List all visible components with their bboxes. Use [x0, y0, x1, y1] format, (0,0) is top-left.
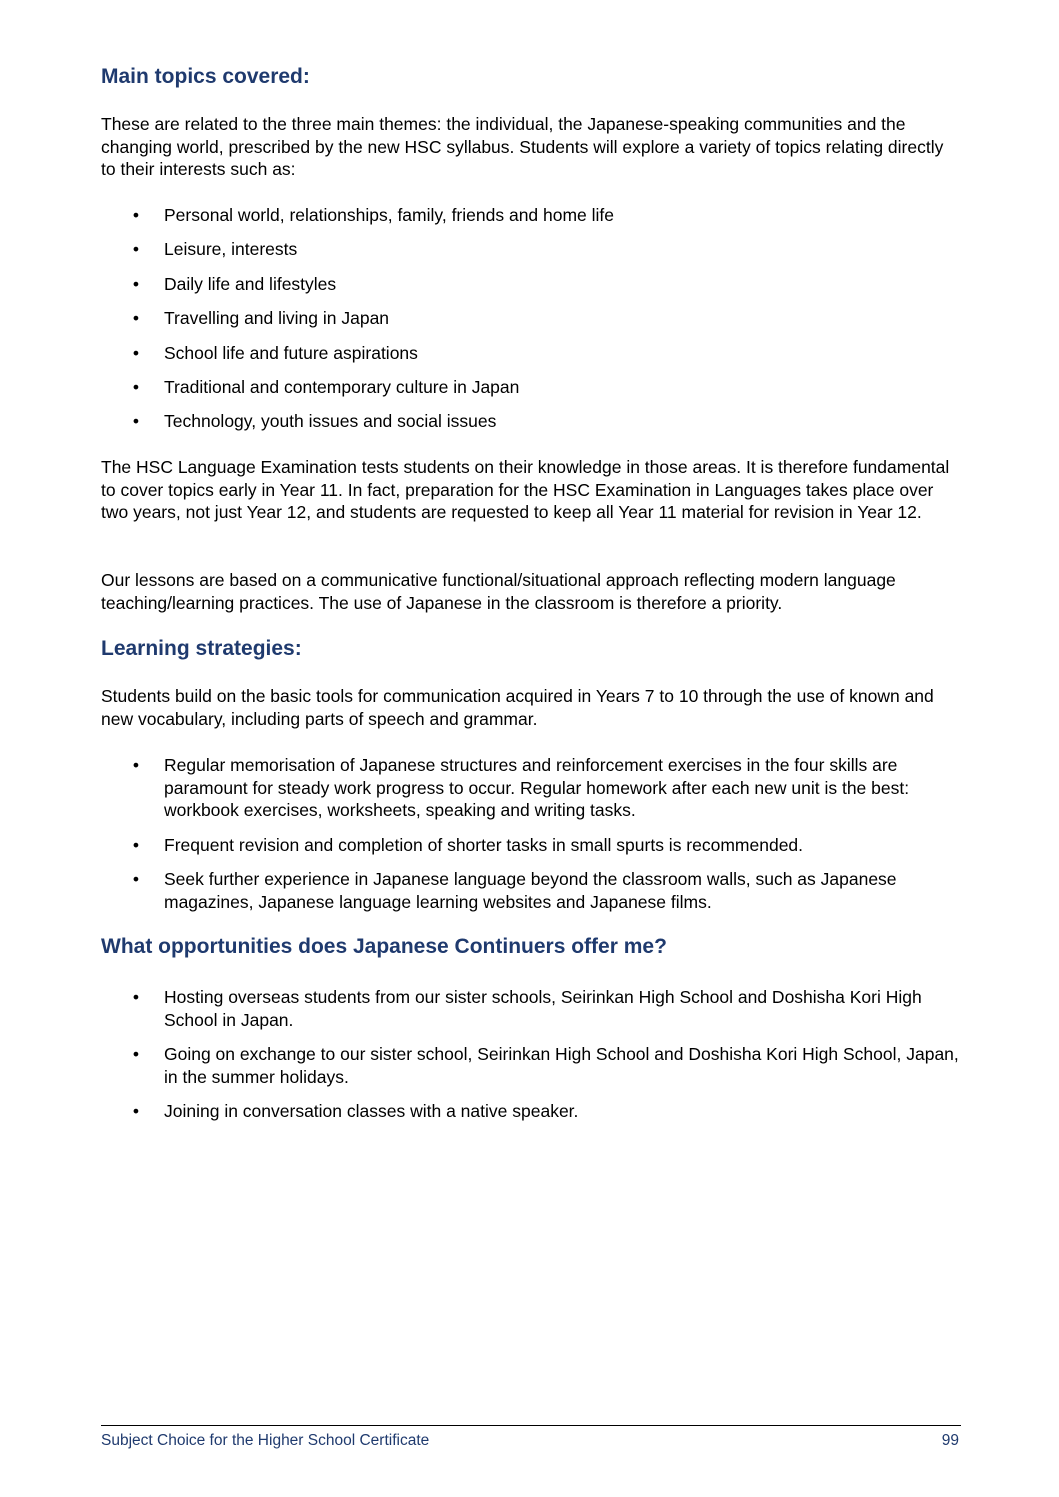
list-item: [101, 410, 961, 444]
opportunities-list: [101, 986, 961, 1135]
topics-list: [101, 204, 961, 445]
list-item: [101, 834, 961, 857]
intro-paragraph: These are related to the three main themes: the individual, the Japanese-speaking communities and the changing world, prescribed by the new HSC syllabus. Students will explore a variety of topics relating directly to their interests such as:: [101, 114, 944, 179]
topic-text: Traditional and contemporary culture in Japan: [164, 376, 520, 397]
list-item: [101, 376, 961, 410]
list-item: [101, 342, 961, 376]
bullet-icon: •: [132, 1101, 140, 1121]
footer-title: Subject Choice for the Higher School Certificate: [101, 1432, 430, 1449]
strategy-text: Seek further experience in Japanese language beyond the classroom walls, such as Japanese magazines, Japanese language learning websites and Japanese films.: [164, 869, 897, 912]
bullet-icon: •: [132, 1044, 140, 1064]
topic-text: Technology, youth issues and social issues: [164, 411, 497, 432]
strategy-text: Regular memorisation of Japanese structures and reinforcement exercises in the four skills are paramount for steady work progress to occur. Regular homework after each new unit is the best: workbook exercises, worksheets, speaking and writing tasks.: [164, 755, 910, 820]
list-item: [101, 273, 961, 307]
bullet-icon: •: [132, 755, 140, 775]
students-paragraph: Students build on the basic tools for communication acquired in Years 7 to 10 through the use of known and new vocabulary, including parts of speech and grammar.: [101, 686, 934, 729]
list-item: [101, 1100, 961, 1123]
page-footer: [101, 1425, 961, 1449]
strategy-text: Frequent revision and completion of shorter tasks in small spurts is recommended.: [164, 834, 804, 855]
topic-text: Travelling and living in Japan: [164, 308, 390, 329]
page-number: 99: [941, 1432, 959, 1449]
topic-text: Personal world, relationships, family, friends and home life: [164, 205, 615, 225]
list-item: [101, 204, 961, 238]
opportunity-text: Hosting overseas students from our sister schools, Seirinkan High School and Doshisha Kori High School in Japan.: [164, 987, 922, 1030]
bullet-icon: •: [132, 342, 140, 363]
lessons-paragraph: Our lessons are based on a communicative functional/situational approach reflecting modern language teaching/learning practices. The use of Japanese in the classroom is therefore a priority.: [101, 570, 896, 613]
bullet-icon: •: [132, 376, 140, 397]
list-item: [101, 307, 961, 341]
bullet-icon: •: [132, 308, 140, 329]
opportunity-text: Joining in conversation classes with a native speaker.: [164, 1101, 579, 1121]
bullet-icon: •: [132, 987, 140, 1007]
hsc-paragraph: The HSC Language Examination tests students on their knowledge in those areas. It is therefore fundamental to cover topics early in Year 11. In fact, preparation for the HSC Examination in Languages takes place over two years, not just Year 12, and students are requested to keep all Year 11 material for revision in Year 12.: [101, 457, 950, 522]
topic-text: School life and future aspirations: [164, 342, 418, 363]
bullet-icon: •: [132, 869, 140, 889]
heading-main-topics: Main topics covered:: [101, 65, 310, 88]
strategies-list: [101, 754, 961, 925]
list-item: [101, 868, 961, 913]
heading-opportunities: What opportunities does Japanese Continuers offer me?: [101, 935, 667, 958]
list-item: [101, 986, 961, 1031]
list-item: [101, 238, 961, 272]
topic-text: Leisure, interests: [164, 239, 298, 260]
bullet-icon: •: [132, 834, 140, 855]
list-item: [101, 1043, 961, 1088]
heading-learning-strategies: Learning strategies:: [101, 637, 302, 660]
opportunity-text: Going on exchange to our sister school, Seirinkan High School and Doshisha Kori High School, Japan, in the summer holidays.: [164, 1044, 959, 1087]
topic-text: Daily life and lifestyles: [164, 273, 337, 294]
bullet-icon: •: [132, 273, 140, 294]
list-item: [101, 754, 961, 822]
bullet-icon: •: [132, 239, 140, 260]
bullet-icon: •: [132, 205, 140, 225]
bullet-icon: •: [132, 411, 140, 432]
